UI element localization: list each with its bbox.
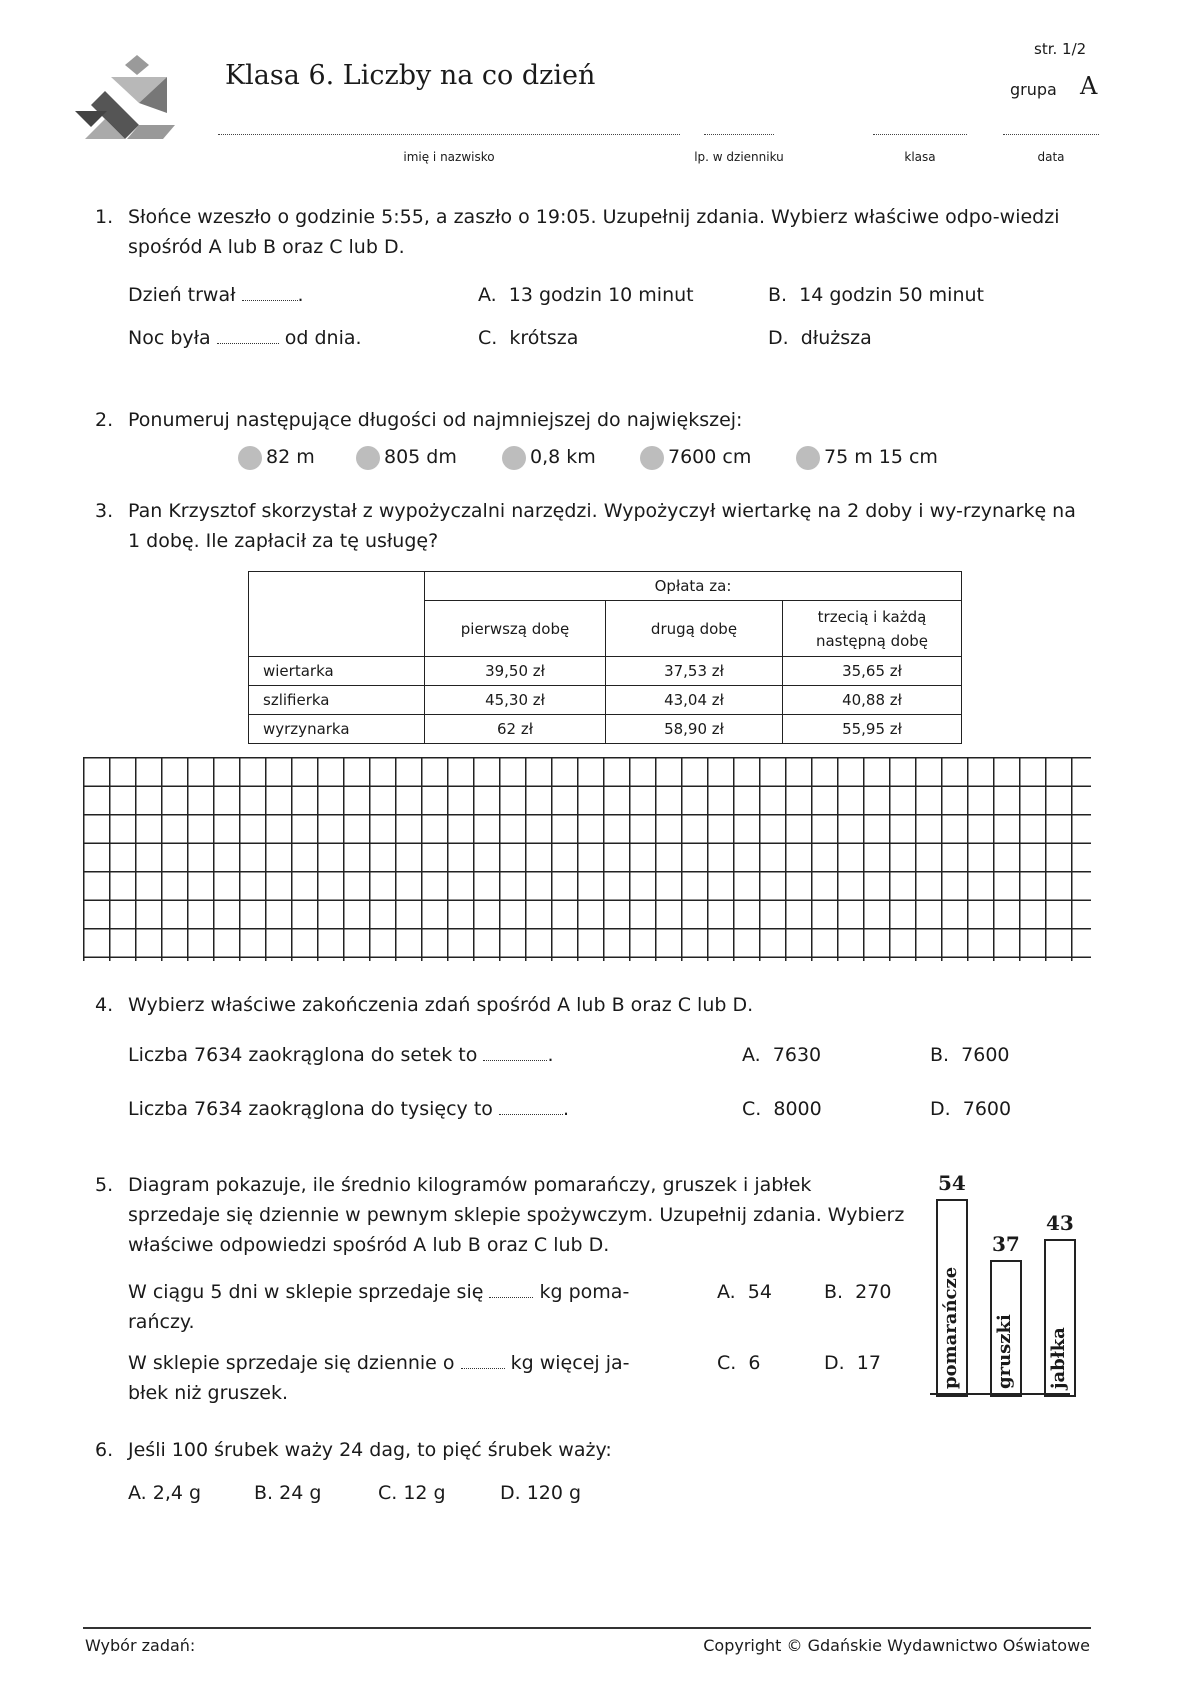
option-a[interactable]: A. 13 godzin 10 minut [478, 284, 694, 306]
footer-rule [83, 1627, 1091, 1629]
sentence-text: W ciągu 5 dni w sklepie sprzedaje się [128, 1281, 484, 1303]
table-row [249, 657, 962, 686]
row-label: wyrzynarka [249, 715, 425, 744]
task-text: Jeśli 100 śrubek waży 24 dag, to pięć śrubek waży: [128, 1439, 612, 1461]
price-table [248, 571, 962, 744]
table-group-header: Opłata za: [425, 572, 962, 601]
answer-blank[interactable] [217, 325, 279, 344]
sentence-text: błek niż gruszek. [128, 1382, 289, 1404]
task-number: 4. [95, 994, 114, 1016]
task-text: Ponumeruj następujące długości od najmniejszej do największej: [128, 409, 743, 431]
table-cell: 58,90 zł [606, 715, 783, 744]
register-number-field[interactable] [704, 132, 774, 135]
column-header [783, 601, 962, 657]
sentence-text: rańczy. [128, 1311, 195, 1333]
task-number: 5. [95, 1174, 114, 1196]
sentence-1 [128, 280, 304, 310]
date-field[interactable] [1003, 132, 1099, 135]
order-circle[interactable] [238, 446, 262, 470]
sentence-text: W sklepie sprzedaje się dziennie o [128, 1352, 455, 1374]
name-label: imię i nazwisko [403, 150, 495, 164]
length-value: 805 dm [384, 446, 457, 468]
task-text: Pan Krzysztof skorzystał z wypożyczalni narzędzi. Wypożyczył wiertarkę na 2 doby i wy-rzynarkę na 1 dobę. Ile zapłacił za tę usługę? [128, 500, 1076, 552]
table-cell: 43,04 zł [606, 686, 783, 715]
register-number-label: lp. w dzienniku [694, 150, 784, 164]
length-item[interactable] [502, 442, 596, 472]
name-field[interactable] [218, 132, 680, 135]
table-cell: 37,53 zł [606, 657, 783, 686]
table-cell: 45,30 zł [425, 686, 606, 715]
option-a[interactable]: A. 2,4 g [128, 1482, 202, 1504]
answer-blank[interactable] [499, 1096, 563, 1115]
table-cell: 40,88 zł [783, 686, 962, 715]
option-c[interactable]: C. 8000 [742, 1098, 822, 1120]
sentence-1: Liczba 7634 zaokrąglona do setek to . [128, 1044, 554, 1066]
option-d[interactable]: D. 7600 [930, 1098, 1012, 1120]
footer-left: Wybór zadań: [85, 1636, 196, 1655]
task-number: 1. [95, 206, 114, 228]
order-circle[interactable] [502, 446, 526, 470]
bar-value-label: 43 [1046, 1211, 1074, 1235]
option-a[interactable]: A. 54 [717, 1281, 772, 1303]
group-value: A [1080, 72, 1098, 100]
length-value: 82 m [266, 446, 315, 468]
sentence-text: kg więcej ja- [510, 1352, 630, 1374]
option-d[interactable]: D. dłuższa [768, 327, 872, 349]
bar-value-label: 37 [992, 1232, 1020, 1256]
option-c[interactable]: C. 12 g [378, 1482, 446, 1504]
table-corner [249, 572, 425, 657]
column-header: drugą dobę [606, 601, 783, 657]
sentence-2 [128, 323, 362, 353]
order-circle[interactable] [640, 446, 664, 470]
order-circle[interactable] [796, 446, 820, 470]
page-title: Klasa 6. Liczby na co dzień [225, 60, 596, 91]
task-number: 2. [95, 409, 114, 431]
footer-copyright: Copyright © Gdańskie Wydawnictwo Oświatowe [703, 1636, 1090, 1655]
length-item[interactable] [796, 442, 938, 472]
column-header-line: następną dobę [815, 631, 929, 650]
sentence-text: kg poma- [539, 1281, 630, 1303]
class-field[interactable] [873, 132, 967, 135]
bar-category-label: jabłka [1048, 1327, 1069, 1389]
length-item[interactable] [640, 442, 751, 472]
table-cell: 35,65 zł [783, 657, 962, 686]
sentence-1 [128, 1277, 688, 1337]
option-b[interactable]: B. 270 [824, 1281, 892, 1303]
class-label: klasa [904, 150, 936, 164]
bar-category-label: gruszki [994, 1314, 1015, 1389]
length-value: 75 m 15 cm [824, 446, 938, 468]
length-value: 0,8 km [530, 446, 596, 468]
sentence-end: od dnia. [284, 327, 362, 349]
answer-grid[interactable] [83, 757, 1091, 961]
row-label: wiertarka [249, 657, 425, 686]
answer-blank[interactable] [242, 282, 298, 301]
sentence-text: Noc była [128, 327, 211, 349]
table-cell: 39,50 zł [425, 657, 606, 686]
answer-blank[interactable] [489, 1279, 533, 1298]
length-value: 7600 cm [668, 446, 752, 468]
column-header: pierwszą dobę [425, 601, 606, 657]
table-row [249, 686, 962, 715]
option-c[interactable]: C. 6 [717, 1352, 761, 1374]
table-cell: 62 zł [425, 715, 606, 744]
order-circle[interactable] [356, 446, 380, 470]
bar-value-label: 54 [938, 1171, 966, 1195]
length-item[interactable] [356, 442, 457, 472]
column-header-line: trzecią i każdą [817, 607, 927, 626]
row-label: szlifierka [249, 686, 425, 715]
answer-blank[interactable] [461, 1350, 505, 1369]
task-number: 6. [95, 1439, 114, 1461]
option-b[interactable]: B. 14 godzin 50 minut [768, 284, 984, 306]
bar-category-label: pomarańcze [940, 1266, 961, 1389]
option-b[interactable]: B. 24 g [254, 1482, 322, 1504]
chart-baseline [930, 1393, 1070, 1395]
answer-blank[interactable] [483, 1042, 547, 1061]
sentence-2 [128, 1348, 688, 1408]
sentence-2: Liczba 7634 zaokrąglona do tysięcy to . [128, 1098, 569, 1120]
option-c[interactable]: C. krótsza [478, 327, 579, 349]
option-d[interactable]: D. 120 g [500, 1482, 582, 1504]
task-text: Diagram pokazuje, ile średnio kilogramów pomarańczy, gruszek i jabłek sprzedaje się dziennie w pewnym sklepie spożywczym. Uzupełnij zdania. Wybierz właściwe odpowiedzi spośród A lub B oraz C lub D. [128, 1174, 905, 1256]
group-label: grupa [1010, 80, 1057, 99]
publisher-logo [75, 55, 180, 147]
length-item[interactable] [238, 442, 315, 472]
sentence-text: Liczba 7634 zaokrąglona do setek to [128, 1044, 478, 1066]
date-label: data [1037, 150, 1065, 164]
task-text: Słońce wzeszło o godzinie 5:55, a zaszło o 19:05. Uzupełnij zdania. Wybierz właściwe odpo-wiedzi spośród A lub B oraz C lub D. [128, 206, 1060, 258]
page-number: str. 1/2 [1034, 40, 1087, 58]
option-d[interactable]: D. 17 [824, 1352, 881, 1374]
fruit-bar-chart [930, 1171, 1074, 1400]
sentence-text: Dzień trwał [128, 284, 236, 306]
option-b[interactable]: B. 7600 [930, 1044, 1010, 1066]
table-cell: 55,95 zł [783, 715, 962, 744]
option-a[interactable]: A. 7630 [742, 1044, 822, 1066]
task-number: 3. [95, 500, 114, 522]
table-row [249, 715, 962, 744]
sentence-text: Liczba 7634 zaokrąglona do tysięcy to [128, 1098, 493, 1120]
task-text: Wybierz właściwe zakończenia zdań spośród A lub B oraz C lub D. [128, 994, 754, 1016]
sentence-end: . [297, 284, 304, 306]
